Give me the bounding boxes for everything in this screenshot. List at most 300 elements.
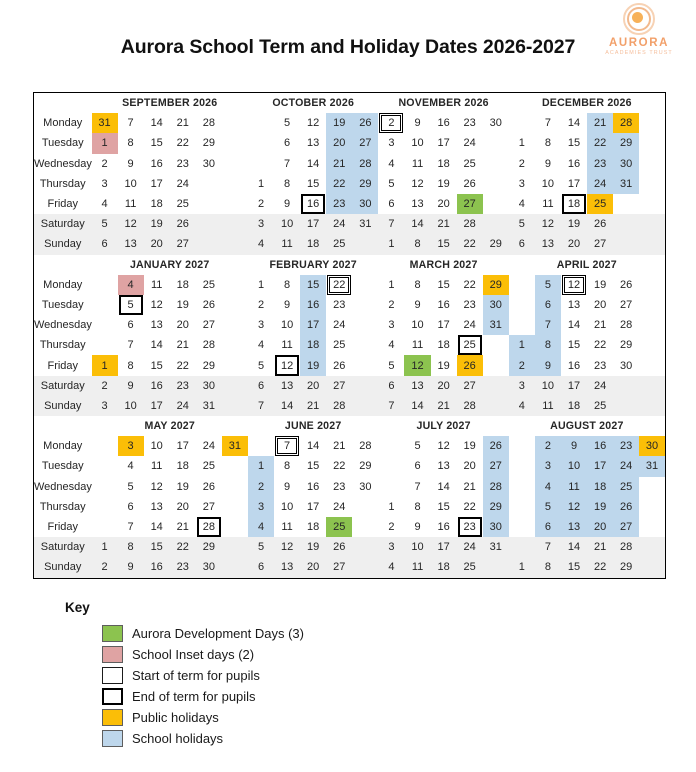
date-cell: 15 bbox=[561, 557, 587, 578]
date-cell: 11 bbox=[404, 557, 430, 578]
empty-cell bbox=[222, 174, 248, 194]
term-dates-calendar bbox=[33, 92, 666, 579]
empty-cell bbox=[639, 355, 665, 375]
date-cell: 16 bbox=[144, 557, 170, 578]
empty-cell bbox=[92, 517, 118, 537]
date-cell: 18 bbox=[150, 198, 163, 211]
empty-cell bbox=[639, 497, 665, 517]
empty-cell bbox=[483, 376, 509, 396]
calendar-row-tuesday bbox=[34, 133, 666, 153]
empty-cell bbox=[378, 436, 404, 456]
empty-cell bbox=[378, 456, 404, 476]
date-cell: 1 bbox=[257, 177, 265, 190]
date-cell: 24 bbox=[176, 177, 189, 190]
date-cell: 9 bbox=[414, 298, 421, 311]
empty-cell bbox=[639, 234, 665, 254]
date-cell: 27 bbox=[457, 376, 483, 396]
date-cell: 7 bbox=[274, 436, 300, 456]
date-cell: 13 bbox=[307, 137, 320, 150]
date-cell: 14 bbox=[307, 440, 320, 453]
date-cell: 27 bbox=[326, 557, 352, 578]
date-cell: 28 bbox=[326, 396, 352, 416]
empty-cell bbox=[613, 396, 639, 416]
empty-cell bbox=[483, 154, 509, 174]
date-cell: 1 bbox=[378, 234, 404, 254]
date-cell: 12 bbox=[437, 440, 450, 453]
date-cell: 21 bbox=[431, 214, 457, 234]
calendar-row-friday bbox=[34, 355, 666, 375]
date-cell: 11 bbox=[561, 477, 587, 497]
date-cell: 15 bbox=[307, 177, 320, 190]
corner-cell bbox=[34, 255, 92, 275]
date-cell: 23 bbox=[613, 436, 639, 456]
empty-cell bbox=[613, 214, 639, 234]
date-cell: 17 bbox=[150, 177, 163, 190]
date-cell: 17 bbox=[300, 315, 326, 335]
day-label: Friday bbox=[47, 521, 79, 534]
empty-cell bbox=[92, 456, 118, 476]
date-cell: 25 bbox=[463, 157, 476, 170]
date-cell: 17 bbox=[587, 456, 613, 476]
date-cell: 17 bbox=[144, 396, 170, 416]
date-cell: 27 bbox=[202, 319, 215, 332]
date-cell: 23 bbox=[463, 298, 476, 311]
date-cell: 4 bbox=[248, 517, 274, 537]
corner-cell bbox=[34, 416, 92, 436]
date-cell: 5 bbox=[92, 214, 118, 234]
date-cell: 8 bbox=[284, 177, 291, 190]
date-cell: 17 bbox=[431, 537, 457, 557]
day-label: Monday bbox=[43, 117, 83, 130]
key-item-start bbox=[102, 665, 403, 686]
date-cell: 12 bbox=[404, 355, 430, 375]
date-cell: 19 bbox=[144, 214, 170, 234]
empty-cell bbox=[639, 335, 665, 355]
date-cell: 4 bbox=[388, 157, 395, 170]
date-cell: 7 bbox=[248, 396, 274, 416]
date-cell: 6 bbox=[127, 319, 134, 332]
date-cell: 14 bbox=[561, 537, 587, 557]
month-header: SEPTEMBER 2026 bbox=[122, 97, 218, 110]
empty-cell bbox=[639, 376, 665, 396]
page-header bbox=[0, 0, 696, 86]
empty-cell bbox=[509, 477, 535, 497]
date-cell: 27 bbox=[483, 456, 509, 476]
empty-cell bbox=[639, 295, 665, 315]
day-label: Friday bbox=[47, 359, 79, 372]
day-label: Saturday bbox=[34, 214, 92, 234]
date-cell: 2 bbox=[388, 298, 395, 311]
empty-cell bbox=[248, 154, 274, 174]
calendar-row-monday bbox=[34, 113, 666, 133]
date-cell: 13 bbox=[411, 198, 424, 211]
date-cell: 23 bbox=[333, 480, 346, 493]
empty-cell bbox=[222, 537, 248, 557]
date-cell: 16 bbox=[587, 436, 613, 456]
empty-cell bbox=[222, 477, 248, 497]
date-cell: 16 bbox=[307, 480, 320, 493]
date-cell: 24 bbox=[613, 456, 639, 476]
date-cell: 4 bbox=[388, 339, 395, 352]
date-cell: 28 bbox=[457, 396, 483, 416]
date-cell: 15 bbox=[437, 500, 450, 513]
date-cell: 5 bbox=[257, 359, 265, 372]
date-cell: 19 bbox=[300, 537, 326, 557]
key-swatch-start-icon bbox=[102, 667, 123, 684]
month-header: AUGUST 2027 bbox=[550, 420, 624, 433]
day-label: Sunday bbox=[34, 234, 92, 254]
empty-cell bbox=[222, 376, 248, 396]
date-cell: 3 bbox=[101, 177, 108, 190]
date-cell: 25 bbox=[333, 339, 346, 352]
key-label: School holidays bbox=[132, 731, 224, 746]
day-label: Saturday bbox=[34, 537, 92, 557]
empty-cell bbox=[639, 557, 665, 578]
empty-cell bbox=[639, 133, 665, 153]
empty-cell bbox=[352, 497, 378, 517]
empty-cell bbox=[248, 113, 274, 133]
date-cell: 31 bbox=[352, 214, 378, 234]
date-cell: 13 bbox=[535, 234, 561, 254]
date-cell: 7 bbox=[535, 315, 561, 335]
date-cell: 11 bbox=[411, 157, 424, 170]
empty-cell bbox=[222, 154, 248, 174]
date-cell: 20 bbox=[463, 460, 476, 473]
date-cell: 27 bbox=[457, 194, 483, 214]
empty-cell bbox=[352, 335, 378, 355]
calendar-row-monday bbox=[34, 275, 666, 295]
date-cell: 19 bbox=[587, 497, 613, 517]
date-cell: 21 bbox=[176, 339, 189, 352]
date-cell: 6 bbox=[248, 376, 274, 396]
date-cell: 20 bbox=[300, 376, 326, 396]
empty-cell bbox=[196, 174, 222, 194]
date-cell: 26 bbox=[333, 359, 346, 372]
month-header: JUNE 2027 bbox=[284, 420, 342, 433]
date-cell: 2 bbox=[248, 477, 274, 497]
empty-cell bbox=[509, 113, 535, 133]
date-cell: 25 bbox=[326, 517, 352, 537]
date-cell: 30 bbox=[620, 359, 633, 372]
empty-cell bbox=[352, 517, 378, 537]
empty-cell bbox=[222, 335, 248, 355]
date-cell: 8 bbox=[127, 137, 134, 150]
empty-cell bbox=[352, 315, 378, 335]
date-cell: 21 bbox=[333, 440, 346, 453]
date-cell: 25 bbox=[176, 198, 189, 211]
empty-cell bbox=[509, 456, 535, 476]
month-header: DECEMBER 2026 bbox=[541, 97, 632, 110]
date-cell: 17 bbox=[307, 500, 320, 513]
date-cell: 19 bbox=[437, 177, 450, 190]
day-label: Wednesday bbox=[34, 319, 92, 332]
empty-cell bbox=[639, 113, 665, 133]
logo-wordmark: AURORA bbox=[608, 37, 670, 49]
date-cell: 11 bbox=[150, 278, 163, 291]
date-cell: 4 bbox=[101, 198, 108, 211]
date-cell: 31 bbox=[483, 537, 509, 557]
date-cell: 13 bbox=[437, 460, 450, 473]
key-swatch-end-icon bbox=[102, 688, 123, 705]
date-cell: 21 bbox=[176, 521, 189, 534]
empty-cell bbox=[613, 194, 639, 214]
empty-cell bbox=[248, 133, 274, 153]
empty-cell bbox=[92, 275, 118, 295]
date-cell: 29 bbox=[613, 133, 639, 153]
date-cell: 21 bbox=[431, 396, 457, 416]
empty-cell bbox=[483, 355, 509, 375]
empty-cell bbox=[92, 315, 118, 335]
date-cell: 1 bbox=[92, 537, 118, 557]
date-cell: 29 bbox=[202, 359, 215, 372]
date-cell: 22 bbox=[463, 278, 476, 291]
date-cell: 19 bbox=[437, 359, 450, 372]
date-cell: 23 bbox=[593, 359, 607, 372]
date-cell: 6 bbox=[414, 460, 421, 473]
date-cell: 6 bbox=[378, 376, 404, 396]
empty-cell bbox=[613, 234, 639, 254]
date-cell: 27 bbox=[613, 517, 639, 537]
date-cell: 20 bbox=[437, 198, 450, 211]
date-cell: 25 bbox=[587, 194, 613, 214]
date-cell: 11 bbox=[281, 521, 293, 534]
empty-cell bbox=[222, 557, 248, 578]
calendar-row-friday bbox=[34, 194, 666, 214]
date-cell: 5 bbox=[535, 497, 561, 517]
date-cell: 2 bbox=[92, 376, 118, 396]
date-cell: 23 bbox=[463, 117, 476, 130]
date-cell: 28 bbox=[202, 117, 215, 130]
date-cell: 4 bbox=[257, 339, 265, 352]
date-cell: 18 bbox=[587, 477, 613, 497]
day-label: Tuesday bbox=[41, 137, 84, 150]
empty-cell bbox=[639, 154, 665, 174]
date-cell: 4 bbox=[118, 275, 144, 295]
date-cell: 25 bbox=[587, 396, 613, 416]
empty-cell bbox=[509, 315, 535, 335]
date-cell: 7 bbox=[378, 396, 404, 416]
empty-cell bbox=[378, 477, 404, 497]
date-cell: 15 bbox=[150, 137, 163, 150]
date-cell: 19 bbox=[176, 480, 189, 493]
date-cell: 8 bbox=[414, 500, 421, 513]
date-cell: 8 bbox=[404, 234, 430, 254]
date-cell: 12 bbox=[411, 177, 424, 190]
date-cell: 22 bbox=[457, 234, 483, 254]
date-cell: 7 bbox=[284, 157, 291, 170]
empty-cell bbox=[92, 497, 118, 517]
date-cell: 1 bbox=[388, 500, 395, 513]
empty-cell bbox=[222, 497, 248, 517]
date-cell: 11 bbox=[542, 198, 554, 211]
date-cell: 12 bbox=[274, 537, 300, 557]
empty-cell bbox=[483, 214, 509, 234]
date-cell: 13 bbox=[118, 234, 144, 254]
date-cell: 5 bbox=[248, 537, 274, 557]
date-cell: 30 bbox=[639, 436, 665, 456]
date-cell: 26 bbox=[457, 355, 483, 375]
empty-cell bbox=[92, 477, 118, 497]
date-cell: 15 bbox=[300, 275, 326, 295]
empty-cell bbox=[639, 275, 665, 295]
date-cell: 8 bbox=[544, 137, 551, 150]
date-cell: 8 bbox=[284, 460, 291, 473]
empty-cell bbox=[639, 396, 665, 416]
date-cell: 24 bbox=[587, 174, 613, 194]
date-cell: 26 bbox=[587, 214, 613, 234]
date-cell: 5 bbox=[284, 117, 291, 130]
date-cell: 8 bbox=[118, 537, 144, 557]
date-cell: 15 bbox=[567, 137, 581, 150]
calendar-row-tuesday bbox=[34, 456, 666, 476]
date-cell: 21 bbox=[593, 319, 607, 332]
date-cell: 5 bbox=[127, 480, 134, 493]
date-cell: 26 bbox=[463, 177, 476, 190]
date-cell: 22 bbox=[333, 460, 346, 473]
empty-cell bbox=[222, 315, 248, 335]
date-cell: 28 bbox=[352, 154, 378, 174]
date-cell: 21 bbox=[326, 154, 352, 174]
date-cell: 18 bbox=[300, 335, 326, 355]
date-cell: 28 bbox=[196, 517, 222, 537]
date-cell: 19 bbox=[300, 355, 326, 375]
date-cell: 10 bbox=[541, 177, 555, 190]
date-cell: 25 bbox=[457, 335, 483, 355]
empty-cell bbox=[222, 355, 248, 375]
date-cell: 9 bbox=[561, 436, 587, 456]
date-cell: 13 bbox=[274, 557, 300, 578]
date-cell: 11 bbox=[411, 339, 424, 352]
date-cell: 19 bbox=[176, 298, 189, 311]
date-cell: 15 bbox=[307, 460, 320, 473]
date-cell: 28 bbox=[359, 440, 372, 453]
empty-cell bbox=[352, 396, 378, 416]
date-cell: 17 bbox=[300, 214, 326, 234]
date-cell: 28 bbox=[457, 214, 483, 234]
date-cell: 26 bbox=[613, 497, 639, 517]
date-cell: 4 bbox=[127, 460, 134, 473]
date-cell: 5 bbox=[388, 177, 395, 190]
date-cell: 21 bbox=[587, 113, 613, 133]
date-cell: 25 bbox=[202, 460, 215, 473]
empty-cell bbox=[222, 194, 248, 214]
key-label: Public holidays bbox=[132, 710, 219, 725]
date-cell: 10 bbox=[280, 319, 294, 332]
date-cell: 3 bbox=[257, 319, 265, 332]
date-cell: 31 bbox=[483, 315, 509, 335]
date-cell: 9 bbox=[118, 557, 144, 578]
date-cell: 9 bbox=[414, 521, 421, 534]
date-cell: 22 bbox=[463, 500, 476, 513]
date-cell: 9 bbox=[535, 355, 561, 375]
empty-cell bbox=[222, 234, 248, 254]
date-cell: 2 bbox=[378, 113, 404, 133]
date-cell: 18 bbox=[561, 194, 587, 214]
date-cell: 12 bbox=[561, 497, 587, 517]
date-cell: 16 bbox=[437, 117, 450, 130]
date-cell: 1 bbox=[257, 278, 265, 291]
empty-cell bbox=[509, 295, 535, 315]
calendar-row-sunday bbox=[34, 396, 666, 416]
date-cell: 21 bbox=[300, 396, 326, 416]
date-cell: 8 bbox=[414, 278, 421, 291]
month-header: MAY 2027 bbox=[144, 420, 195, 433]
empty-cell bbox=[222, 295, 248, 315]
date-cell: 6 bbox=[92, 234, 118, 254]
date-cell: 6 bbox=[509, 234, 535, 254]
date-cell: 10 bbox=[404, 537, 430, 557]
date-cell: 5 bbox=[118, 295, 144, 315]
empty-cell bbox=[248, 436, 274, 456]
empty-cell bbox=[613, 376, 639, 396]
empty-cell bbox=[483, 557, 509, 578]
date-cell: 6 bbox=[127, 500, 134, 513]
empty-cell bbox=[196, 194, 222, 214]
key-title: Key bbox=[65, 600, 90, 615]
date-cell: 11 bbox=[124, 198, 137, 211]
date-cell: 29 bbox=[483, 275, 509, 295]
aurora-sunburst-icon bbox=[622, 2, 656, 36]
date-cell: 26 bbox=[170, 214, 196, 234]
empty-cell bbox=[483, 194, 509, 214]
date-cell: 10 bbox=[411, 319, 424, 332]
date-cell: 13 bbox=[567, 298, 581, 311]
empty-cell bbox=[483, 396, 509, 416]
date-cell: 24 bbox=[463, 137, 476, 150]
date-cell: 17 bbox=[437, 137, 450, 150]
date-cell: 27 bbox=[352, 133, 378, 153]
date-cell: 10 bbox=[124, 177, 137, 190]
date-cell: 5 bbox=[388, 359, 395, 372]
empty-cell bbox=[222, 275, 248, 295]
date-cell: 17 bbox=[437, 319, 450, 332]
date-cell: 3 bbox=[518, 177, 525, 190]
empty-cell bbox=[222, 133, 248, 153]
date-cell: 24 bbox=[326, 214, 352, 234]
empty-cell bbox=[509, 517, 535, 537]
date-cell: 16 bbox=[300, 295, 326, 315]
date-cell: 14 bbox=[150, 117, 163, 130]
date-cell: 29 bbox=[352, 174, 378, 194]
date-cell: 18 bbox=[561, 396, 587, 416]
date-cell: 4 bbox=[535, 477, 561, 497]
date-cell: 18 bbox=[307, 521, 320, 534]
day-label: Thursday bbox=[39, 177, 86, 190]
date-cell: 2 bbox=[518, 157, 525, 170]
calendar-row-friday bbox=[34, 517, 666, 537]
date-cell: 29 bbox=[359, 460, 372, 473]
date-cell: 1 bbox=[388, 278, 395, 291]
date-cell: 15 bbox=[437, 278, 450, 291]
date-cell: 24 bbox=[333, 319, 346, 332]
date-cell: 21 bbox=[587, 537, 613, 557]
empty-cell bbox=[352, 295, 378, 315]
date-cell: 24 bbox=[587, 376, 613, 396]
date-cell: 12 bbox=[307, 117, 320, 130]
date-cell: 27 bbox=[170, 234, 196, 254]
empty-cell bbox=[509, 436, 535, 456]
date-cell: 16 bbox=[300, 194, 326, 214]
date-cell: 14 bbox=[437, 480, 450, 493]
date-cell: 13 bbox=[561, 517, 587, 537]
date-cell: 3 bbox=[388, 137, 395, 150]
empty-cell bbox=[639, 315, 665, 335]
date-cell: 2 bbox=[535, 436, 561, 456]
date-cell: 12 bbox=[150, 480, 163, 493]
date-cell: 1 bbox=[509, 557, 535, 578]
date-cell: 18 bbox=[437, 339, 450, 352]
date-cell: 23 bbox=[326, 194, 352, 214]
